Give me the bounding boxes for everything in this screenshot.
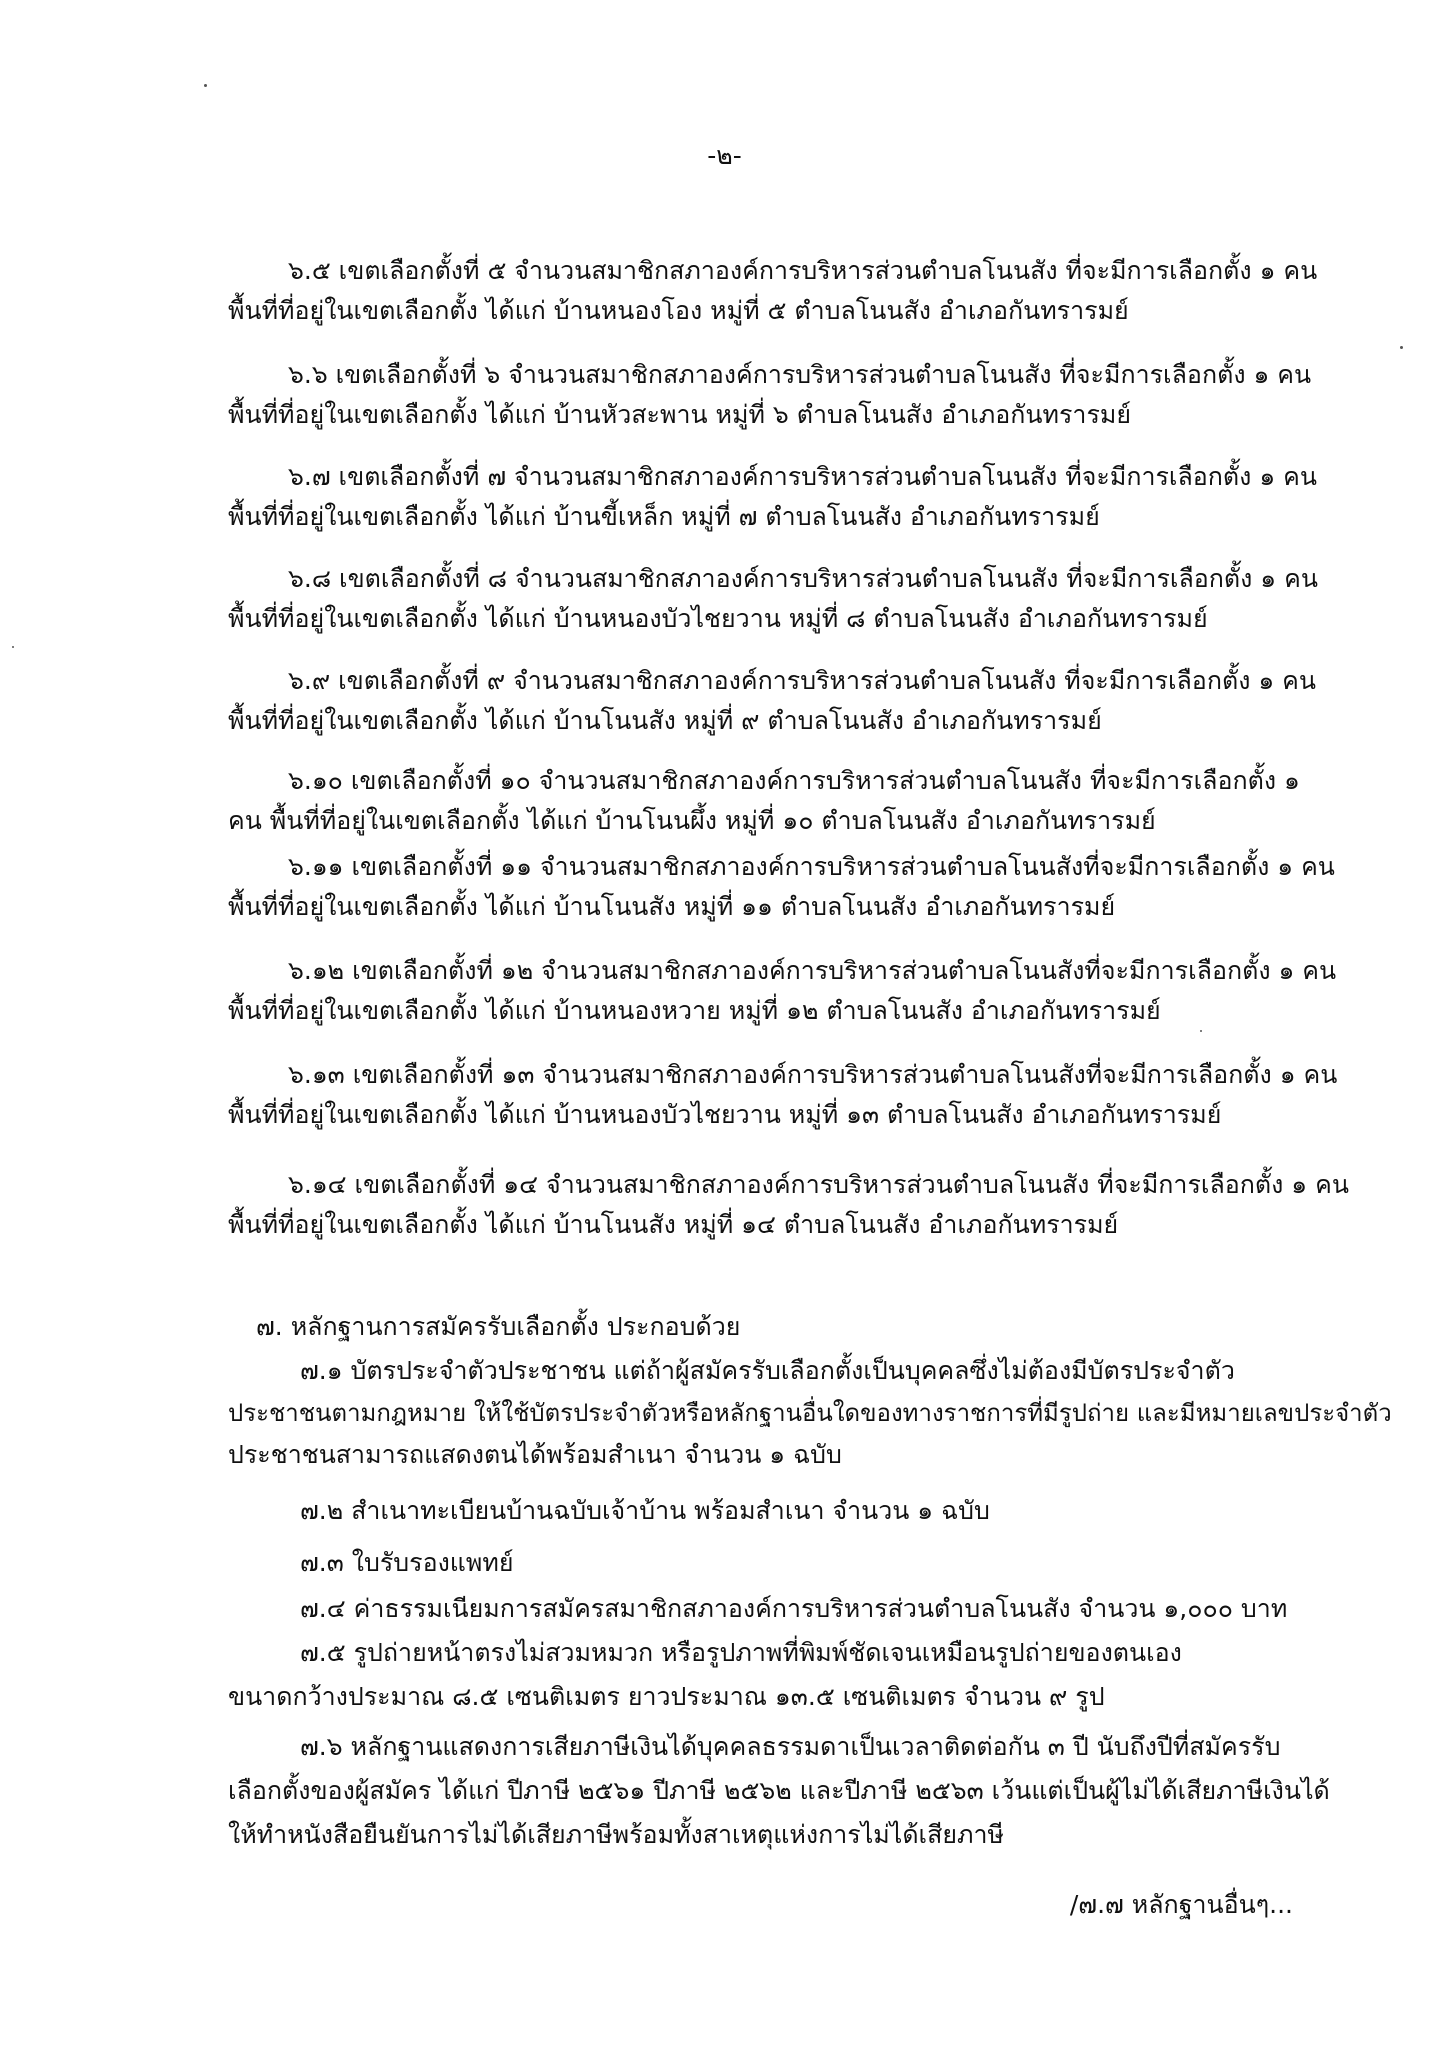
zone-6-9-line1: ๖.๙ เขตเลือกตั้งที่ ๙ จำนวนสมาชิกสภาองค์การบริหารส่วนตำบลโนนสัง ที่จะมีการเลือกตั้ง ๑ คน	[288, 666, 1316, 695]
item-7-2: ๗.๒ สำเนาทะเบียนบ้านฉบับเจ้าบ้าน พร้อมสำเนา จำนวน ๑ ฉบับ	[300, 1496, 990, 1525]
scan-speck	[1400, 346, 1403, 349]
continuation-note: /๗.๗ หลักฐานอื่นๆ...	[1069, 1890, 1293, 1919]
zone-6-12-line1: ๖.๑๒ เขตเลือกตั้งที่ ๑๒ จำนวนสมาชิกสภาองค์การบริหารส่วนตำบลโนนสังที่จะมีการเลือกตั้ง ๑ คน	[288, 956, 1337, 985]
zone-6-9-line2: พื้นที่ที่อยู่ในเขตเลือกตั้ง ได้แก่ บ้านโนนสัง หมู่ที่ ๙ ตำบลโนนสัง อำเภอกันทรารมย์	[228, 706, 1102, 735]
item-7-5-line2: ขนาดกว้างประมาณ ๘.๕ เซนติเมตร ยาวประมาณ ๑๓.๕ เซนติเมตร จำนวน ๙ รูป	[228, 1682, 1105, 1711]
item-7-3: ๗.๓ ใบรับรองแพทย์	[300, 1548, 514, 1577]
zone-6-13-line2: พื้นที่ที่อยู่ในเขตเลือกตั้ง ได้แก่ บ้านหนองบัวไชยวาน หมู่ที่ ๑๓ ตำบลโนนสัง อำเภอกันทรารมย์	[228, 1100, 1222, 1129]
scan-speck	[1200, 1030, 1202, 1032]
zone-6-5-line2: พื้นที่ที่อยู่ในเขตเลือกตั้ง ได้แก่ บ้านหนองโอง หมู่ที่ ๕ ตำบลโนนสัง อำเภอกันทรารมย์	[228, 296, 1129, 325]
zone-6-6-line2: พื้นที่ที่อยู่ในเขตเลือกตั้ง ได้แก่ บ้านหัวสะพาน หมู่ที่ ๖ ตำบลโนนสัง อำเภอกันทรารมย์	[228, 400, 1132, 429]
zone-6-8-line2: พื้นที่ที่อยู่ในเขตเลือกตั้ง ได้แก่ บ้านหนองบัวไชยวาน หมู่ที่ ๘ ตำบลโนนสัง อำเภอกันทรารมย์	[228, 604, 1208, 633]
zone-6-10-line1: ๖.๑๐ เขตเลือกตั้งที่ ๑๐ จำนวนสมาชิกสภาองค์การบริหารส่วนตำบลโนนสัง ที่จะมีการเลือกตั้ง ๑	[288, 766, 1300, 795]
scan-speck	[12, 646, 14, 648]
item-7-1-line3: ประชาชนสามารถแสดงตนได้พร้อมสำเนา จำนวน ๑ ฉบับ	[228, 1440, 842, 1469]
zone-6-11-line2: พื้นที่ที่อยู่ในเขตเลือกตั้ง ได้แก่ บ้านโนนสัง หมู่ที่ ๑๑ ตำบลโนนสัง อำเภอกันทรารมย์	[228, 892, 1116, 921]
zone-6-6-line1: ๖.๖ เขตเลือกตั้งที่ ๖ จำนวนสมาชิกสภาองค์การบริหารส่วนตำบลโนนสัง ที่จะมีการเลือกตั้ง ๑ คน	[288, 360, 1312, 389]
scan-speck	[204, 84, 207, 87]
item-7-1-line1: ๗.๑ บัตรประจำตัวประชาชน แต่ถ้าผู้สมัครรับเลือกตั้งเป็นบุคคลซึ่งไม่ต้องมีบัตรประจำตัว	[300, 1356, 1235, 1385]
zone-6-7-line1: ๖.๗ เขตเลือกตั้งที่ ๗ จำนวนสมาชิกสภาองค์การบริหารส่วนตำบลโนนสัง ที่จะมีการเลือกตั้ง ๑ คน	[288, 462, 1317, 491]
item-7-1-line2: ประชาชนตามกฎหมาย ให้ใช้บัตรประจำตัวหรือหลักฐานอื่นใดของทางราชการที่มีรูปถ่าย และมีหมายเลขประจำตัว	[228, 1399, 1392, 1427]
zone-6-12-line2: พื้นที่ที่อยู่ในเขตเลือกตั้ง ได้แก่ บ้านหนองหวาย หมู่ที่ ๑๒ ตำบลโนนสัง อำเภอกันทรารมย์	[228, 996, 1161, 1025]
zone-6-11-line1: ๖.๑๑ เขตเลือกตั้งที่ ๑๑ จำนวนสมาชิกสภาองค์การบริหารส่วนตำบลโนนสังที่จะมีการเลือกตั้ง ๑ คน	[288, 852, 1335, 881]
zone-6-8-line1: ๖.๘ เขตเลือกตั้งที่ ๘ จำนวนสมาชิกสภาองค์การบริหารส่วนตำบลโนนสัง ที่จะมีการเลือกตั้ง ๑ คน	[288, 564, 1318, 593]
item-7-5-line1: ๗.๕ รูปถ่ายหน้าตรงไม่สวมหมวก หรือรูปภาพที่พิมพ์ชัดเจนเหมือนรูปถ่ายของตนเอง	[300, 1638, 1182, 1667]
section-7-heading: ๗. หลักฐานการสมัครรับเลือกตั้ง ประกอบด้วย	[256, 1312, 741, 1341]
page-number: -๒-	[707, 141, 742, 170]
zone-6-13-line1: ๖.๑๓ เขตเลือกตั้งที่ ๑๓ จำนวนสมาชิกสภาองค์การบริหารส่วนตำบลโนนสังที่จะมีการเลือกตั้ง ๑ คน	[288, 1060, 1338, 1089]
item-7-6-line2: เลือกตั้งของผู้สมัคร ได้แก่ ปีภาษี ๒๕๖๑ ปีภาษี ๒๕๖๒ และปีภาษี ๒๕๖๓ เว้นแต่เป็นผู้ไม่ได้เสียภาษีเงินได้	[228, 1776, 1330, 1805]
zone-6-10-line2: คน พื้นที่ที่อยู่ในเขตเลือกตั้ง ได้แก่ บ้านโนนผึ้ง หมู่ที่ ๑๐ ตำบลโนนสัง อำเภอกันทรารมย์	[228, 806, 1156, 835]
zone-6-14-line2: พื้นที่ที่อยู่ในเขตเลือกตั้ง ได้แก่ บ้านโนนสัง หมู่ที่ ๑๔ ตำบลโนนสัง อำเภอกันทรารมย์	[228, 1210, 1119, 1239]
item-7-4: ๗.๔ ค่าธรรมเนียมการสมัครสมาชิกสภาองค์การบริหารส่วนตำบลโนนสัง จำนวน ๑,๐๐๐ บาท	[300, 1594, 1288, 1623]
zone-6-5-line1: ๖.๕ เขตเลือกตั้งที่ ๕ จำนวนสมาชิกสภาองค์การบริหารส่วนตำบลโนนสัง ที่จะมีการเลือกตั้ง ๑ คน	[288, 256, 1318, 285]
zone-6-14-line1: ๖.๑๔ เขตเลือกตั้งที่ ๑๔ จำนวนสมาชิกสภาองค์การบริหารส่วนตำบลโนนสัง ที่จะมีการเลือกตั้ง ๑ คน	[288, 1170, 1349, 1199]
item-7-6-line1: ๗.๖ หลักฐานแสดงการเสียภาษีเงินได้บุคคลธรรมดาเป็นเวลาติดต่อกัน ๓ ปี นับถึงปีที่สมัครรับ	[300, 1732, 1281, 1761]
item-7-6-line3: ให้ทำหนังสือยืนยันการไม่ได้เสียภาษีพร้อมทั้งสาเหตุแห่งการไม่ได้เสียภาษี	[228, 1820, 1005, 1849]
zone-6-7-line2: พื้นที่ที่อยู่ในเขตเลือกตั้ง ได้แก่ บ้านขี้เหล็ก หมู่ที่ ๗ ตำบลโนนสัง อำเภอกันทรารมย์	[228, 502, 1100, 531]
